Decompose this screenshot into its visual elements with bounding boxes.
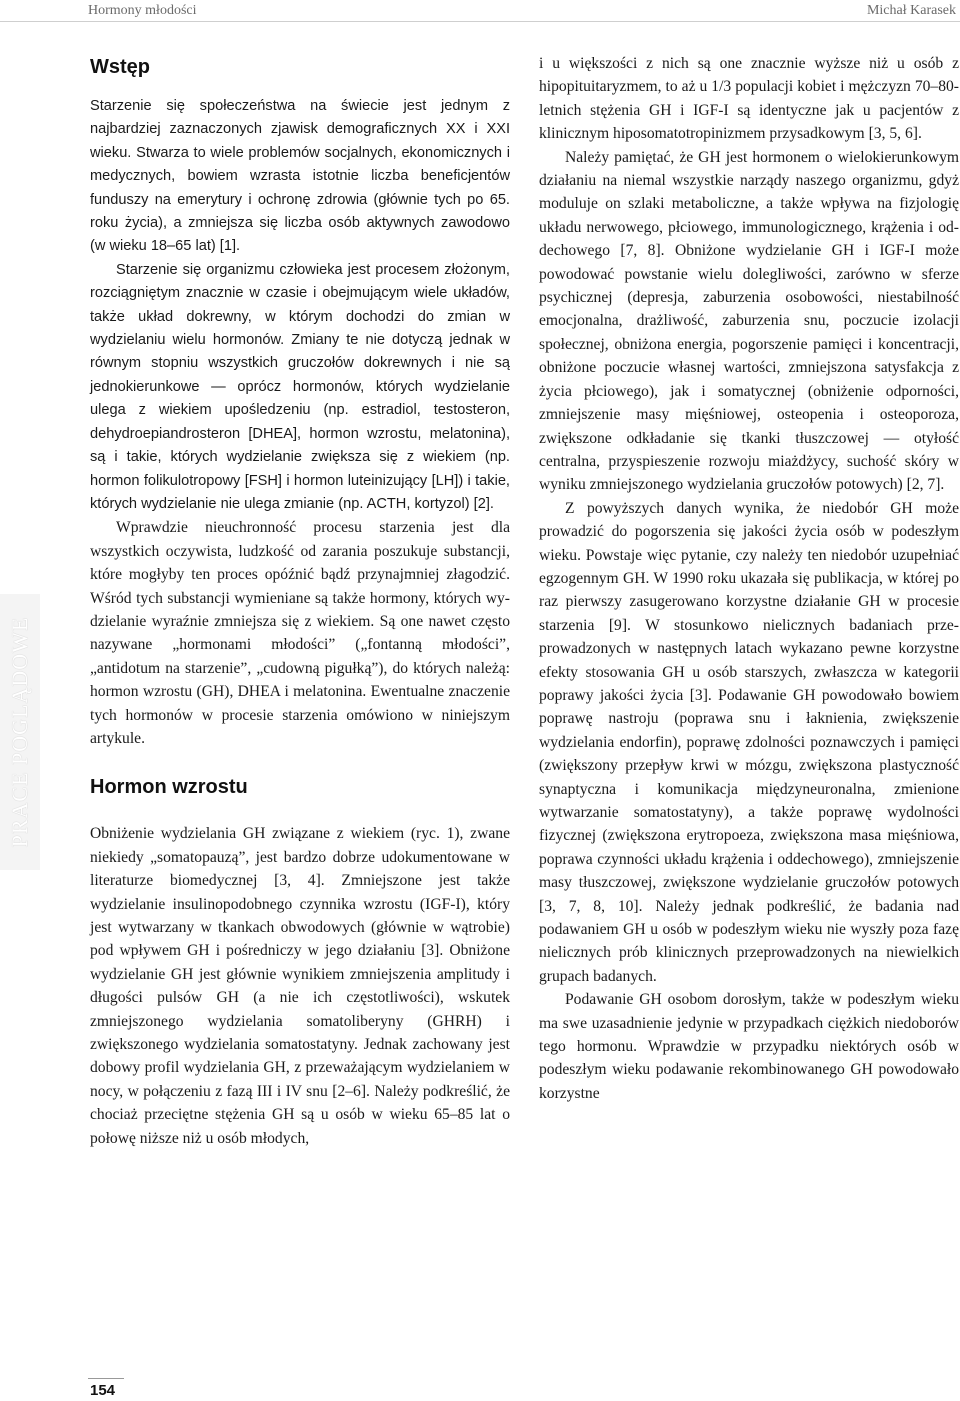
intro-paragraph-1: Starzenie się społeczeństwa na świecie jest jednym z najbardziej zaznaczonych zjawisk demograficznych XX i XXI wieku. Stwarza to wiele problemów socjalnych, ekonomicznych i medycznych, bowiem wzrasta istotnie liczba beneficjentów funduszy na emerytury i ochronę zdrowia (głównie tych po 65. roku życia), a zmniejsza się liczba osób aktywnych zawodowo (w wieku 18–65 lat) [1]. [90,98,510,255]
gh-paragraph-1: Obniżenie wydzielania GH związane z wiekiem (ryc. 1), zwane niekiedy „somatopauzą”, jest bardzo dobrze udokumentowane w literaturze biomedycznej [3, 4]. Zmniejszone jest także wydzielanie insulinopodobnego czynnika wzrostu (IGF-I), który jest wytwarzany w tkankach obwodowych (głównie w wątrobie) pod wpływem GH i pośredniczy w jego działaniu [3]. Obniżone wydzielanie GH jest głównie wynikiem zmniejszenia amplitudy i długości pulsów GH (a nie ich częstotliwości), wskutek zmniejszonego wydzielania somatoliberyny (GHRH) i zwiększonego wydzielania somatostatyny. Jednak zachowany jest dobowy profil wydzielania GH, z przeważającym wydzielaniem w nocy, w połączeniu z fazą III i IV snu [2–6]. Należy podkreślić, że chociaż przeciętne stężenia GH są u osób w wieku 65–85 lat o połowę niższe niż u osób młodych, [90,825,510,1147]
right-paragraph-3: Z powyższych danych wynika, że niedobór GH może prowadzić do pogorszenia się jakości życia osób w podeszłym wieku. Powstaje więc pytanie, czy należy ten niedobór uzupełniać egzogennym GH. W 1990 roku ukazała się publikacja, w której po raz pierwszy zasugerowano korzystne działanie GH w procesie starzenia [9]. W stosunkowo nielicznych badaniach przeprowadzonych w następnych latach wykazano pewne korzystne efekty stosowania GH u osób starszych, zwłaszcza w kategorii poprawy jakości życia [3]. Podawanie GH powodowało bowiem poprawę nastroju (poprawa snu i łaknienia, zwiększenie wydzielania endorfin), poprawę zdolności poznawczych i pamięci (zwiększony przepływ krwi w mózgu, zwiększona plastyczność synaptyczna i komunikacja międzyneuronalna, zmienione wytwarzanie somatostatyny), a także poprawę wydolności fizycznej (zwiększona erytropoeza, zwiększona masa mięśniowa, poprawa czynności układu krążenia i oddechowego), zmniejszenie masy tłuszczowej, zwiększone wydzielanie gruczołów potowych [3, 7, 8, 10]. Należy jednak podkreślić, że badania nad podawaniem GH u osób w podeszłym wieku nie wyszły poza fazę nielicznych prób klinicznych przeprowadzonych na niewielkich grupach badanych. [539,499,959,985]
right-paragraph-4: Podawanie GH osobom dorosłym, także w podeszłym wieku ma swe uzasadnienie jedynie w przypadkach ciężkich niedoborów tego hormonu. Wprawdzie w przypadku niektórych osób w podeszłym wieku podawanie rekombinowanego GH powodowało korzystne [539,991,959,1102]
journal-title: Hormony młodości [88,3,197,18]
intro-paragraph-2: Starzenie się organizmu człowieka jest procesem złożonym, rozciągniętym znacznie w czasie i obejmującym wiele układów, także układ dokrewny, w którym dochodzi do zmian w wydzielaniu wielu hormonów. Zmiany te nie dotyczą jednak w równym stopniu wszystkich gruczołów dokrewnych i nie są jednokierunkowe — oprócz hormonów, których wydzielanie ulega z wiekiem upośledzeniu (np. estradiol, testosteron, dehydroepiandrosteron [DHEA], hormon wzrostu, melatonina), są i takie, których wydzielanie zwiększa się z wiekiem (np. hormon folikulotropowy [FSH] i hormon luteinizujący [LH]) i takie, których wydzielanie nie ulega zmianie (np. ACTH, kortyzol) [2]. [90,261,510,512]
page-number: 154 [90,1382,116,1399]
right-column [539,52,959,1105]
gh-heading: Hormon wzrostu [90,776,248,799]
right-paragraph-2: Należy pamiętać, że GH jest hormonem o wielokierunkowym działaniu na niemal wszystkie narządy naszego organizmu, gdyż moduluje on szlaki metaboliczne, a także wpływa na fizjologię układu nerwowego, płciowego, immunologicznego, krążenia i oddechowego [7, 8]. Obniżone wydzielanie GH i IGF-I może powodować powstanie wielu dolegliwości, zarówno w sferze psychicznej (depresja, zaburzenia osobowości, niestabilność emocjonalna, drażliwość, zaburzenia snu, poczucie izolacji społecznej, obniżona energia, pogorszenie pamięci i koncentracji, obniżone poczucie własnej wartości, zmniejszona satysfakcja z życia płciowego), jak i somatycznej (obniżenie odporności, zmniejszenie masy mięśniowej, osteopenia i osteoporoza, zwiększone odkładanie się tkanki tłuszczowej — otyłość centralna, przyspieszenie rozwoju miażdżycy, suchość skóry w wyniku zmniejszonego wydzielania gruczołów potowych) [2, 7]. [539,148,959,494]
right-paragraph-1: i u większości z nich są one znacznie wyższe niż u osób z hipopituitaryzmem, to aż u 1/3 populacji kobiet i mężczyzn 70–80-letnich stężenia GH i IGF-I są identyczne jak u pacjentów z klinicznym hiposomatotropinizmem przysadkowym [3, 5, 6]. [539,55,959,143]
page-number-rule [88,1378,124,1379]
section-label: PRACE POGLĄDOWE [7,616,32,848]
author-name: Michał Karasek [866,3,956,18]
left-column [90,52,510,1150]
intro-paragraph-3: Wprawdzie nieuchronność procesu starzenia jest dla wszystkich oczywista, ludzkość od zarania poszukuje substancji, które mogłyby ten proces opóźnić bądź przynajmniej złagodzić. Wśród tych substancji wymieniane są także hormony, których wydzielanie wyraźnie zmniejsza się z wiekiem. Są one nawet często nazywane „hormonami młodości” („fontanną młodości”, „antidotum na starzenie”, „cudowną pigułką”), do których należą: hormon wzrostu (GH), DHEA i melatonina. Ewentualne znaczenie tych hormonów w procesie starzenia omówiono w niniejszym artykule. [90,519,510,747]
intro-heading: Wstęp [90,56,150,78]
running-header [0,0,960,22]
